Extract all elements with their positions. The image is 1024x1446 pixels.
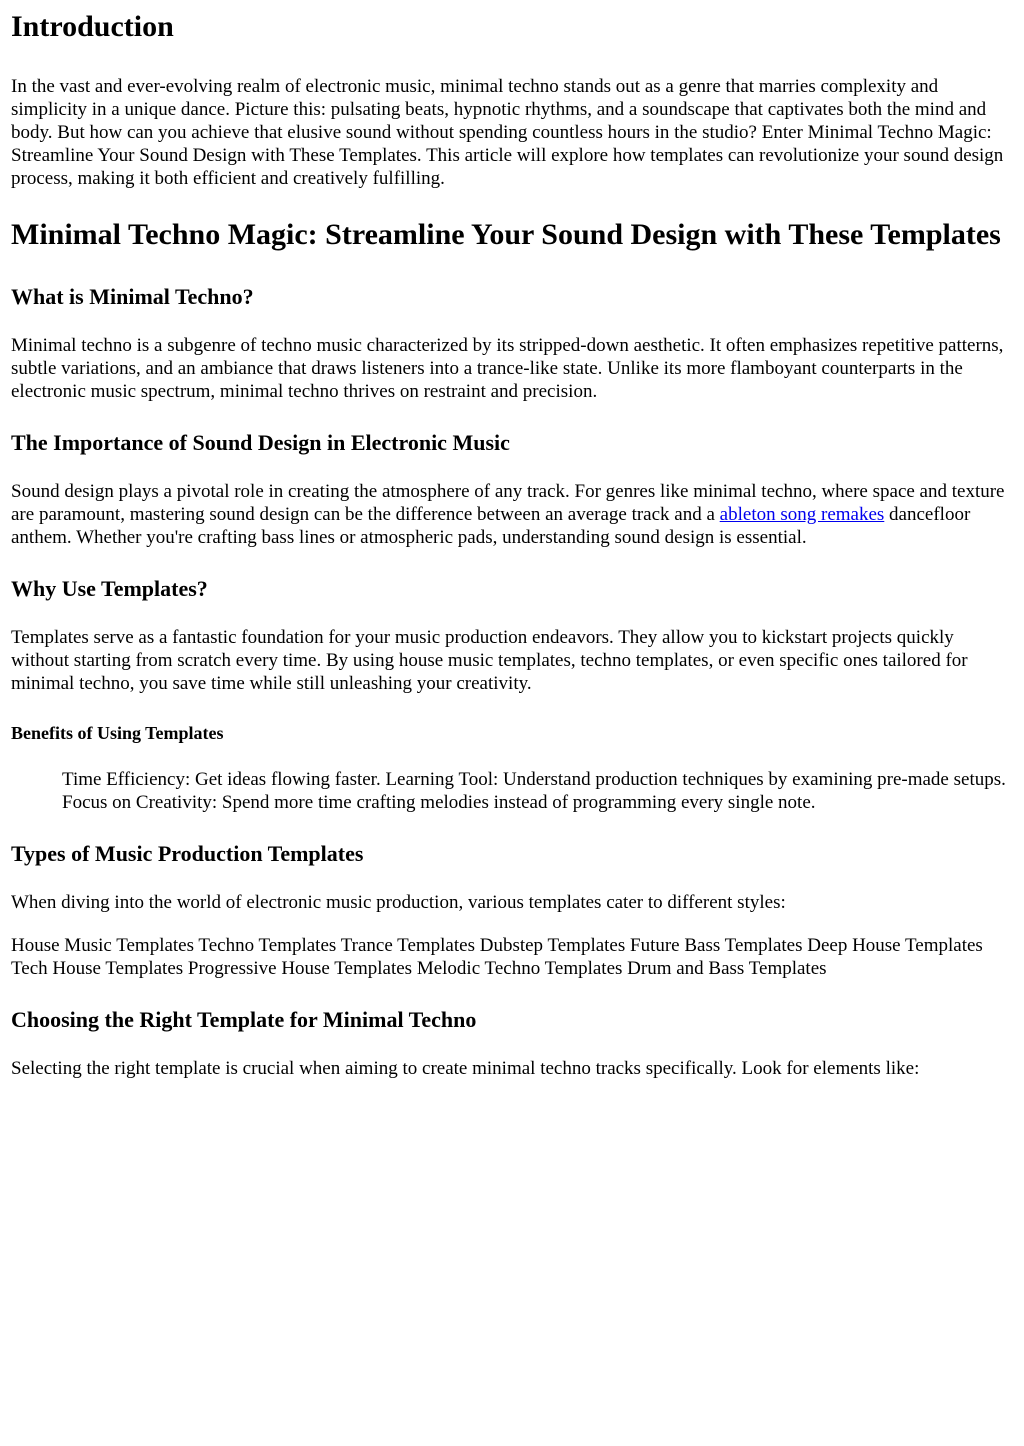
benefits-quote: Time Efficiency: Get ideas flowing faster. Learning Tool: Understand production techniques by examining pre-made setups. Focus on Creativity: Spend more time crafting melodies instead of programming every single note. [62, 769, 1006, 813]
choosing-heading: Choosing the Right Template for Minimal Techno [11, 1007, 477, 1032]
main-title: Minimal Techno Magic: Streamline Your Sound Design with These Templates [11, 218, 1001, 251]
importance-heading: The Importance of Sound Design in Electronic Music [11, 430, 510, 455]
types-list: House Music Templates Techno Templates Trance Templates Dubstep Templates Future Bass Templates Deep House Templates Tech House Templates Progressive House Templates Melodic Techno Templates Drum and Bass Templates [11, 935, 983, 979]
what-is-paragraph: Minimal techno is a subgenre of techno music characterized by its stripped-down aesthetic. It often emphasizes repetitive patterns, subtle variations, and an ambiance that draws listeners into a trance-like state. Unlike its more flamboyant counterparts in the electronic music spectrum, minimal techno thrives on restraint and precision. [11, 335, 1004, 402]
intro-paragraph: In the vast and ever-evolving realm of electronic music, minimal techno stands out as a genre that marries complexity and simplicity in a unique dance. Picture this: pulsating beats, hypnotic rhythms, and a soundscape that captivates both the mind and body. But how can you achieve that elusive sound without spending countless hours in the studio? Enter Minimal Techno Magic: Streamline Your Sound Design with These Templates. This article will explore how templates can revolutionize your sound design process, making it both efficient and creatively fulfilling. [11, 76, 1004, 189]
importance-text-after: dancefloor anthem. Whether you're crafting bass lines or atmospheric pads, understanding sound design is essential. [11, 504, 971, 548]
ableton-song-remakes-link[interactable]: ableton song remakes [719, 504, 885, 525]
types-heading: Types of Music Production Templates [11, 841, 364, 866]
types-intro: When diving into the world of electronic music production, various templates cater to different styles: [11, 892, 786, 913]
benefits-heading: Benefits of Using Templates [11, 723, 224, 743]
intro-heading: Introduction [11, 10, 174, 43]
choosing-paragraph: Selecting the right template is crucial when aiming to create minimal techno tracks specifically. Look for elements like: [11, 1058, 920, 1079]
importance-text-before: Sound design plays a pivotal role in creating the atmosphere of any track. For genres like minimal techno, where space and texture are paramount, mastering sound design can be the difference between an average track and a [11, 481, 1005, 525]
why-templates-heading: Why Use Templates? [11, 576, 208, 601]
importance-paragraph [11, 480, 1016, 549]
why-templates-paragraph: Templates serve as a fantastic foundation for your music production endeavors. They allow you to kickstart projects quickly without starting from scratch every time. By using house music templates, techno templates, or even specific ones tailored for minimal techno, you save time while still unleashing your creativity. [11, 627, 968, 694]
what-is-heading: What is Minimal Techno? [11, 284, 254, 309]
